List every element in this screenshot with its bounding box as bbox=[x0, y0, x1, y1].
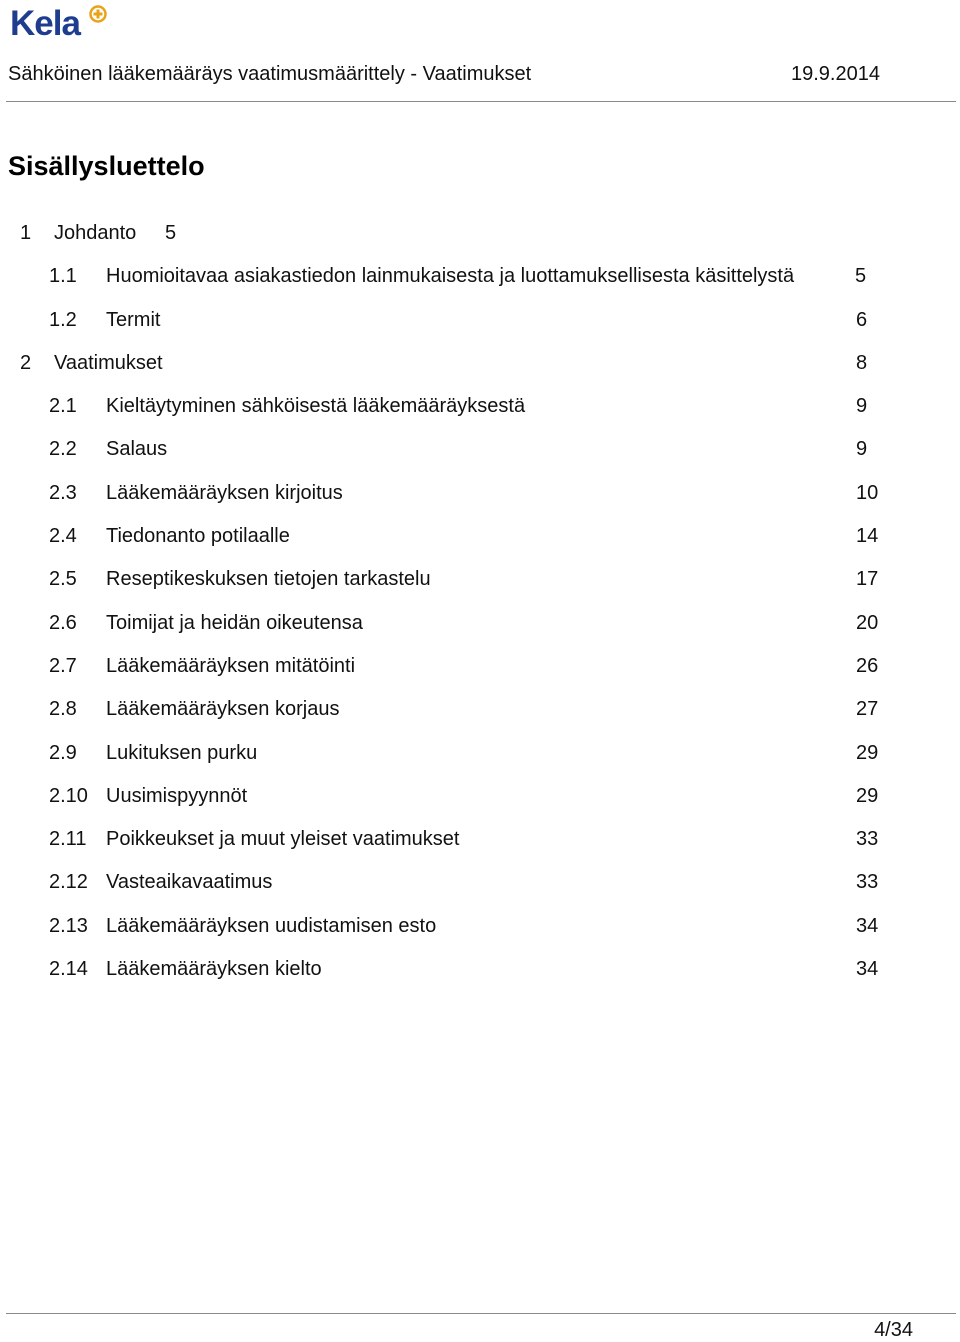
toc-entry-number: 1 bbox=[20, 222, 32, 244]
toc-entry[interactable] bbox=[0, 867, 960, 910]
toc-entry-number: 2.2 bbox=[49, 438, 77, 461]
toc-entry-page: 34 bbox=[856, 958, 879, 981]
toc-entry-page: 9 bbox=[856, 438, 868, 461]
toc-entry-page: 33 bbox=[856, 828, 879, 851]
header-divider bbox=[6, 101, 956, 102]
toc-entry-number: 2.10 bbox=[49, 784, 88, 807]
toc-entry-page: 5 bbox=[855, 265, 867, 288]
toc-entry[interactable] bbox=[0, 261, 960, 304]
toc-entry-number: 2.4 bbox=[49, 525, 77, 548]
logo-text: Kela bbox=[10, 4, 80, 43]
toc-entry-page: 29 bbox=[856, 741, 879, 764]
toc-heading: Sisällysluettelo bbox=[8, 151, 205, 181]
toc-entry-page: 5 bbox=[165, 222, 177, 244]
toc-entry-number: 2.3 bbox=[49, 481, 77, 504]
toc-entry[interactable] bbox=[0, 738, 960, 781]
toc-entry[interactable] bbox=[0, 434, 960, 477]
toc-entry-title: Lääkemääräyksen kielto bbox=[106, 958, 322, 981]
page-number: 4/34 bbox=[874, 1319, 913, 1341]
toc-entry-title: Vaatimukset bbox=[54, 351, 163, 374]
footer-divider bbox=[6, 1313, 956, 1314]
toc-entry-title: Kieltäytyminen sähköisestä lääkemääräyksestä bbox=[106, 395, 526, 418]
toc-entry-number: 2.14 bbox=[49, 958, 88, 981]
toc-entry-page: 10 bbox=[856, 481, 879, 504]
toc-entry-title: Poikkeukset ja muut yleiset vaatimukset bbox=[106, 828, 460, 851]
toc-entry[interactable] bbox=[0, 348, 960, 391]
toc-entry-title: Lukituksen purku bbox=[106, 741, 258, 764]
toc-entry-title: Lääkemääräyksen uudistamisen esto bbox=[106, 914, 437, 937]
toc-entry-page: 9 bbox=[856, 395, 868, 418]
toc-entry-page: 33 bbox=[856, 871, 879, 894]
toc-entry-page: 29 bbox=[856, 784, 879, 807]
toc-entry-number: 2 bbox=[20, 351, 32, 374]
kela-logo bbox=[10, 2, 110, 46]
toc-entry-number: 2.5 bbox=[49, 568, 77, 591]
toc-entry[interactable] bbox=[0, 781, 960, 824]
table-of-contents bbox=[0, 218, 960, 997]
toc-entry-number: 2.8 bbox=[49, 698, 77, 721]
plus-in-circle-icon bbox=[88, 4, 108, 24]
toc-entry-title: Huomioitavaa asiakastiedon lainmukaisesta ja luottamuksellisesta käsittelystä bbox=[106, 265, 795, 288]
toc-entry-number: 2.9 bbox=[49, 741, 77, 764]
toc-entry-page: 6 bbox=[856, 308, 868, 331]
toc-entry[interactable] bbox=[0, 651, 960, 694]
toc-entry-number: 2.13 bbox=[49, 914, 88, 937]
toc-entry-number: 2.7 bbox=[49, 654, 77, 677]
toc-entry-page: 8 bbox=[856, 351, 868, 374]
toc-entry[interactable] bbox=[0, 478, 960, 521]
toc-entry-number: 1.2 bbox=[49, 308, 77, 331]
document-date: 19.9.2014 bbox=[791, 63, 880, 85]
toc-entry-page: 20 bbox=[856, 611, 879, 634]
document-title: Sähköinen lääkemääräys vaatimusmäärittely - Vaatimukset bbox=[8, 63, 532, 85]
toc-entry[interactable] bbox=[0, 824, 960, 867]
toc-entry-title: Vasteaikavaatimus bbox=[106, 871, 273, 894]
toc-entry[interactable] bbox=[0, 391, 960, 434]
toc-entry-title: Termit bbox=[106, 308, 161, 331]
toc-entry-number: 2.1 bbox=[49, 395, 77, 418]
toc-entry-title: Johdanto bbox=[54, 222, 137, 244]
toc-entry-number: 2.6 bbox=[49, 611, 77, 634]
toc-entry-number: 1.1 bbox=[49, 265, 77, 288]
toc-entry-page: 17 bbox=[856, 568, 879, 591]
toc-entry-title: Lääkemääräyksen kirjoitus bbox=[106, 481, 343, 504]
toc-entry[interactable] bbox=[0, 521, 960, 564]
toc-entry-title: Tiedonanto potilaalle bbox=[106, 525, 290, 548]
toc-entry[interactable] bbox=[0, 608, 960, 651]
toc-entry-page: 26 bbox=[856, 654, 879, 677]
toc-entry[interactable] bbox=[0, 218, 960, 261]
toc-entry-page: 34 bbox=[856, 914, 879, 937]
toc-entry-number: 2.11 bbox=[49, 828, 87, 851]
toc-entry-title: Lääkemääräyksen korjaus bbox=[106, 698, 340, 721]
toc-entry-page: 27 bbox=[856, 698, 879, 721]
toc-entry[interactable] bbox=[0, 564, 960, 607]
toc-entry-title: Salaus bbox=[106, 438, 168, 461]
toc-entry[interactable] bbox=[0, 954, 960, 997]
toc-entry-title: Toimijat ja heidän oikeutensa bbox=[106, 611, 363, 634]
toc-entry-title: Uusimispyynnöt bbox=[106, 784, 248, 807]
toc-entry[interactable] bbox=[0, 694, 960, 737]
toc-entry-page: 14 bbox=[856, 525, 879, 548]
toc-entry[interactable] bbox=[0, 305, 960, 348]
toc-entry-number: 2.12 bbox=[49, 871, 88, 894]
toc-entry-title: Reseptikeskuksen tietojen tarkastelu bbox=[106, 568, 431, 591]
toc-entry-title: Lääkemääräyksen mitätöinti bbox=[106, 654, 356, 677]
toc-entry[interactable] bbox=[0, 911, 960, 954]
